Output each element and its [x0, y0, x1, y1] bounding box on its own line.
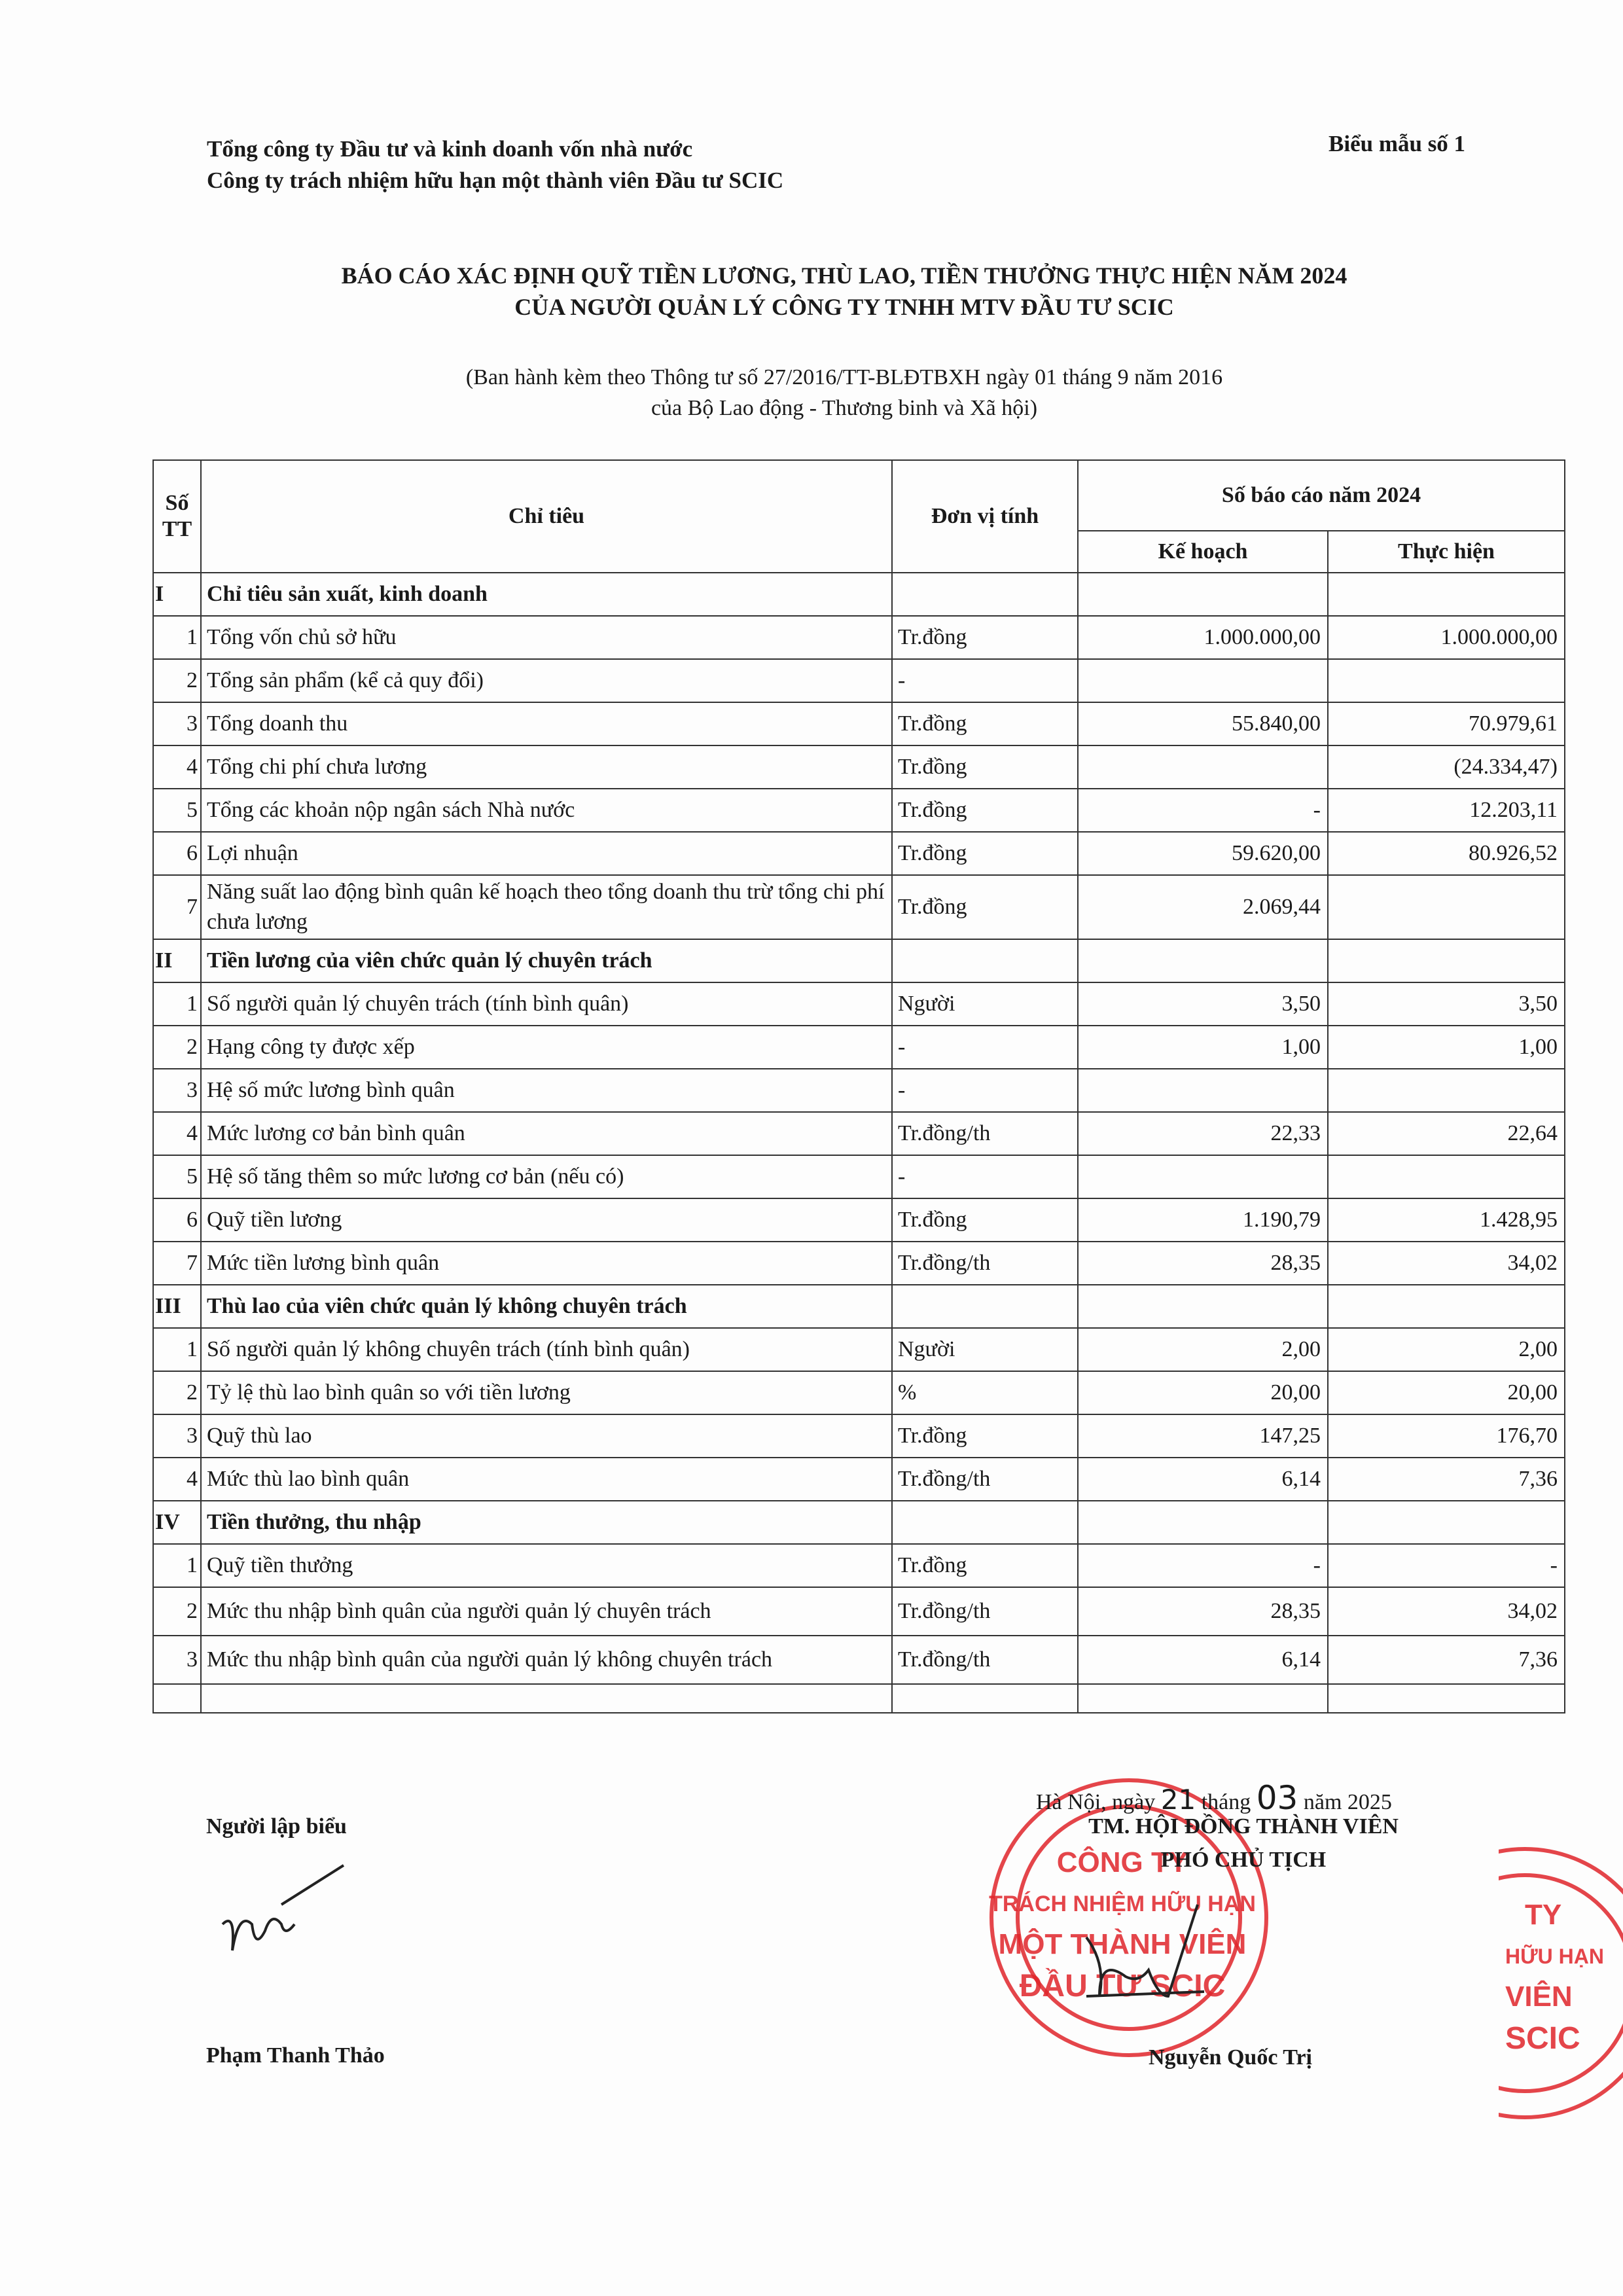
cell-actual: 22,64	[1328, 1112, 1565, 1155]
cell-actual: 176,70	[1328, 1414, 1565, 1458]
cell-label: Hệ số tăng thêm so mức lương cơ bản (nếu có)	[201, 1155, 892, 1198]
table-row	[153, 1636, 1565, 1684]
cell-unit: Tr.đồng	[892, 702, 1078, 745]
cell-unit: Người	[892, 1328, 1078, 1371]
cell-plan	[1078, 573, 1328, 616]
cell-unit: Tr.đồng	[892, 616, 1078, 659]
cell-unit	[892, 573, 1078, 616]
section-row	[153, 1285, 1565, 1328]
cell-actual	[1328, 1285, 1565, 1328]
cell-label: Tỷ lệ thù lao bình quân so với tiền lương	[201, 1371, 892, 1414]
date-month: 03	[1256, 1779, 1298, 1817]
cell-unit: Tr.đồng/th	[892, 1587, 1078, 1636]
cell-actual	[1328, 1069, 1565, 1112]
cell-plan: 55.840,00	[1078, 702, 1328, 745]
section-row	[153, 1501, 1565, 1544]
cell-plan: 6,14	[1078, 1636, 1328, 1684]
table-row	[153, 1458, 1565, 1501]
cell-plan: 6,14	[1078, 1458, 1328, 1501]
cell-plan: -	[1078, 1544, 1328, 1587]
cell-actual: 1.000.000,00	[1328, 616, 1565, 659]
cell-label	[201, 1684, 892, 1713]
cell-plan: 20,00	[1078, 1371, 1328, 1414]
cell-actual: 70.979,61	[1328, 702, 1565, 745]
cell-actual	[1328, 1501, 1565, 1544]
cell-actual	[1328, 939, 1565, 982]
table-row	[153, 1198, 1565, 1242]
cell-unit: Tr.đồng	[892, 745, 1078, 789]
cell-plan: 59.620,00	[1078, 832, 1328, 875]
cell-unit: Tr.đồng	[892, 875, 1078, 939]
cell-plan	[1078, 1501, 1328, 1544]
cell-plan: -	[1078, 789, 1328, 832]
cell-label: Quỹ thù lao	[201, 1414, 892, 1458]
cell-actual: 34,02	[1328, 1242, 1565, 1285]
cell-label: Tổng chi phí chưa lương	[201, 745, 892, 789]
svg-text:ĐẦU TƯ SCIC: ĐẦU TƯ SCIC	[1019, 1969, 1226, 2003]
cell-actual	[1328, 1155, 1565, 1198]
cell-no: 3	[153, 702, 201, 745]
cell-label: Mức thu nhập bình quân của người quản lý chuyên trách	[201, 1587, 892, 1636]
cell-unit: Tr.đồng/th	[892, 1242, 1078, 1285]
cell-no: III	[153, 1285, 201, 1328]
subtitle-line1: (Ban hành kèm theo Thông tư số 27/2016/TT-BLĐTBXH ngày 01 tháng 9 năm 2016	[465, 365, 1223, 389]
table-row	[153, 982, 1565, 1026]
cell-unit: Tr.đồng	[892, 1414, 1078, 1458]
cell-label: Số người quản lý chuyên trách (tính bình quân)	[201, 982, 892, 1026]
header-unit: Đơn vị tính	[892, 460, 1078, 573]
cell-label: Tiền lương của viên chức quản lý chuyên trách	[201, 939, 892, 982]
cell-label: Thù lao của viên chức quản lý không chuyên trách	[201, 1285, 892, 1328]
cell-label: Chỉ tiêu sản xuất, kinh doanh	[201, 573, 892, 616]
table-row	[153, 1026, 1565, 1069]
cell-no: 6	[153, 1198, 201, 1242]
cell-plan: 147,25	[1078, 1414, 1328, 1458]
table-row	[153, 1155, 1565, 1198]
cell-unit	[892, 1285, 1078, 1328]
cell-plan	[1078, 1684, 1328, 1713]
cell-plan	[1078, 1069, 1328, 1112]
table-row	[153, 745, 1565, 789]
cell-actual: 1.428,95	[1328, 1198, 1565, 1242]
cell-unit: Tr.đồng/th	[892, 1458, 1078, 1501]
partial-stamp	[1499, 1839, 1623, 2134]
cell-plan: 2,00	[1078, 1328, 1328, 1371]
cell-actual: 3,50	[1328, 982, 1565, 1026]
board-label: TM. HỘI ĐỒNG THÀNH VIÊN	[1088, 1814, 1399, 1839]
cell-plan	[1078, 939, 1328, 982]
header-indicator: Chỉ tiêu	[201, 460, 892, 573]
cell-no: 3	[153, 1069, 201, 1112]
cell-label: Lợi nhuận	[201, 832, 892, 875]
cell-plan: 2.069,44	[1078, 875, 1328, 939]
header-actual: Thực hiện	[1328, 531, 1565, 573]
cell-actual: 7,36	[1328, 1636, 1565, 1684]
table-row	[153, 616, 1565, 659]
cell-label: Quỹ tiền thưởng	[201, 1544, 892, 1587]
cell-unit: -	[892, 1155, 1078, 1198]
report-title-line1: BÁO CÁO XÁC ĐỊNH QUỸ TIỀN LƯƠNG, THÙ LAO, TIỀN THƯỞNG THỰC HIỆN NĂM 2024	[341, 262, 1347, 289]
cell-no	[153, 1684, 201, 1713]
table-row	[153, 1544, 1565, 1587]
cell-no: IV	[153, 1501, 201, 1544]
cell-unit: Tr.đồng	[892, 1544, 1078, 1587]
table-row	[153, 1328, 1565, 1371]
cell-label: Tổng sản phẩm (kể cả quy đổi)	[201, 659, 892, 702]
table-row	[153, 659, 1565, 702]
cell-actual: 12.203,11	[1328, 789, 1565, 832]
table-row	[153, 832, 1565, 875]
company-name: Công ty trách nhiệm hữu hạn một thành viên Đầu tư SCIC	[207, 168, 784, 193]
svg-text:TY: TY	[1525, 1899, 1562, 1931]
cell-label: Mức lương cơ bản bình quân	[201, 1112, 892, 1155]
svg-text:VIÊN: VIÊN	[1505, 1981, 1573, 2013]
table-row	[153, 1242, 1565, 1285]
cell-plan: 1,00	[1078, 1026, 1328, 1069]
cell-actual: 80.926,52	[1328, 832, 1565, 875]
section-row	[153, 573, 1565, 616]
cell-no: 7	[153, 875, 201, 939]
cell-unit: Người	[892, 982, 1078, 1026]
report-title-line2: CỦA NGƯỜI QUẢN LÝ CÔNG TY TNHH MTV ĐẦU TƯ SCIC	[514, 294, 1174, 320]
table-row	[153, 789, 1565, 832]
cell-no: 6	[153, 832, 201, 875]
svg-text:SCIC: SCIC	[1505, 2021, 1580, 2056]
svg-text:CÔNG TY: CÔNG TY	[1056, 1846, 1188, 1878]
cell-unit	[892, 1684, 1078, 1713]
preparer-name: Phạm Thanh Thảo	[206, 2043, 385, 2068]
cell-actual: 1,00	[1328, 1026, 1565, 1069]
cell-unit: Tr.đồng	[892, 832, 1078, 875]
cell-label: Tổng vốn chủ sở hữu	[201, 616, 892, 659]
cell-actual	[1328, 875, 1565, 939]
cell-no: 1	[153, 616, 201, 659]
cell-label: Tiền thưởng, thu nhập	[201, 1501, 892, 1544]
table-row	[153, 875, 1565, 939]
cell-no: 7	[153, 1242, 201, 1285]
cell-plan: 1.000.000,00	[1078, 616, 1328, 659]
table-row	[153, 1371, 1565, 1414]
table-row	[153, 1587, 1565, 1636]
cell-actual: 2,00	[1328, 1328, 1565, 1371]
section-row	[153, 939, 1565, 982]
preparer-signature	[209, 1859, 360, 1990]
cell-no: 2	[153, 1026, 201, 1069]
cell-unit: Tr.đồng	[892, 789, 1078, 832]
cell-no: 1	[153, 1544, 201, 1587]
cell-unit: Tr.đồng/th	[892, 1112, 1078, 1155]
report-table	[152, 459, 1565, 1713]
cell-label: Mức thu nhập bình quân của người quản lý không chuyên trách	[201, 1636, 892, 1684]
cell-label: Quỹ tiền lương	[201, 1198, 892, 1242]
header-report-group: Số báo cáo năm 2024	[1078, 460, 1565, 531]
cell-label: Hạng công ty được xếp	[201, 1026, 892, 1069]
cell-no: 5	[153, 789, 201, 832]
cell-label: Tổng doanh thu	[201, 702, 892, 745]
cell-plan	[1078, 659, 1328, 702]
cell-plan: 28,35	[1078, 1242, 1328, 1285]
cell-plan: 22,33	[1078, 1112, 1328, 1155]
sign-date: Hà Nội, ngày 21 tháng 03 năm 2025	[1036, 1779, 1392, 1817]
cell-no: 4	[153, 1112, 201, 1155]
date-day: 21	[1160, 1784, 1196, 1816]
cell-label: Tổng các khoản nộp ngân sách Nhà nước	[201, 789, 892, 832]
cell-no: 2	[153, 1371, 201, 1414]
cell-actual	[1328, 1684, 1565, 1713]
cell-plan	[1078, 745, 1328, 789]
parent-company: Tổng công ty Đầu tư và kinh doanh vốn nhà nước	[207, 136, 693, 162]
table-row	[153, 1069, 1565, 1112]
cell-no: II	[153, 939, 201, 982]
cell-unit	[892, 1501, 1078, 1544]
cell-no: I	[153, 573, 201, 616]
svg-text:MỘT THÀNH VIÊN: MỘT THÀNH VIÊN	[998, 1928, 1247, 1960]
cell-plan	[1078, 1155, 1328, 1198]
table-row	[153, 702, 1565, 745]
cell-plan: 1.190,79	[1078, 1198, 1328, 1242]
cell-label: Năng suất lao động bình quân kế hoạch theo tổng doanh thu trừ tổng chi phí chưa lương	[201, 875, 892, 939]
cell-label: Mức thù lao bình quân	[201, 1458, 892, 1501]
cell-label: Số người quản lý không chuyên trách (tính bình quân)	[201, 1328, 892, 1371]
cell-actual: 7,36	[1328, 1458, 1565, 1501]
cell-label: Hệ số mức lương bình quân	[201, 1069, 892, 1112]
position-label: PHÓ CHỦ TỊCH	[1160, 1848, 1327, 1872]
subtitle-line2: của Bộ Lao động - Thương binh và Xã hội)	[651, 396, 1038, 420]
cell-plan: 3,50	[1078, 982, 1328, 1026]
cell-actual: 34,02	[1328, 1587, 1565, 1636]
svg-text:HỮU HẠN: HỮU HẠN	[1505, 1945, 1604, 1968]
cell-no: 2	[153, 659, 201, 702]
cell-no: 5	[153, 1155, 201, 1198]
cell-no: 3	[153, 1636, 201, 1684]
cell-no: 4	[153, 745, 201, 789]
signer-name: Nguyễn Quốc Trị	[1149, 2045, 1312, 2070]
signer-signature	[1073, 1898, 1335, 2016]
cell-no: 2	[153, 1587, 201, 1636]
cell-plan	[1078, 1285, 1328, 1328]
cell-no: 1	[153, 1328, 201, 1371]
cell-actual: 20,00	[1328, 1371, 1565, 1414]
cell-actual	[1328, 573, 1565, 616]
svg-text:TRÁCH NHIỆM HỮU HẠN: TRÁCH NHIỆM HỮU HẠN	[989, 1892, 1256, 1916]
cell-unit: Tr.đồng/th	[892, 1636, 1078, 1684]
form-number: Biểu mẫu số 1	[1329, 131, 1466, 156]
cell-actual: (24.334,47)	[1328, 745, 1565, 789]
cell-unit: -	[892, 659, 1078, 702]
cell-unit: %	[892, 1371, 1078, 1414]
header-no: Số TT	[153, 460, 201, 573]
preparer-title: Người lập biểu	[206, 1814, 347, 1839]
cell-unit: Tr.đồng	[892, 1198, 1078, 1242]
table-row	[153, 1684, 1565, 1713]
header-plan: Kế hoạch	[1078, 531, 1328, 573]
cell-actual	[1328, 659, 1565, 702]
cell-plan: 28,35	[1078, 1587, 1328, 1636]
table-row	[153, 1112, 1565, 1155]
cell-unit: -	[892, 1026, 1078, 1069]
cell-unit: -	[892, 1069, 1078, 1112]
cell-actual: -	[1328, 1544, 1565, 1587]
cell-unit	[892, 939, 1078, 982]
cell-no: 4	[153, 1458, 201, 1501]
cell-no: 1	[153, 982, 201, 1026]
table-row	[153, 1414, 1565, 1458]
cell-no: 3	[153, 1414, 201, 1458]
cell-label: Mức tiền lương bình quân	[201, 1242, 892, 1285]
